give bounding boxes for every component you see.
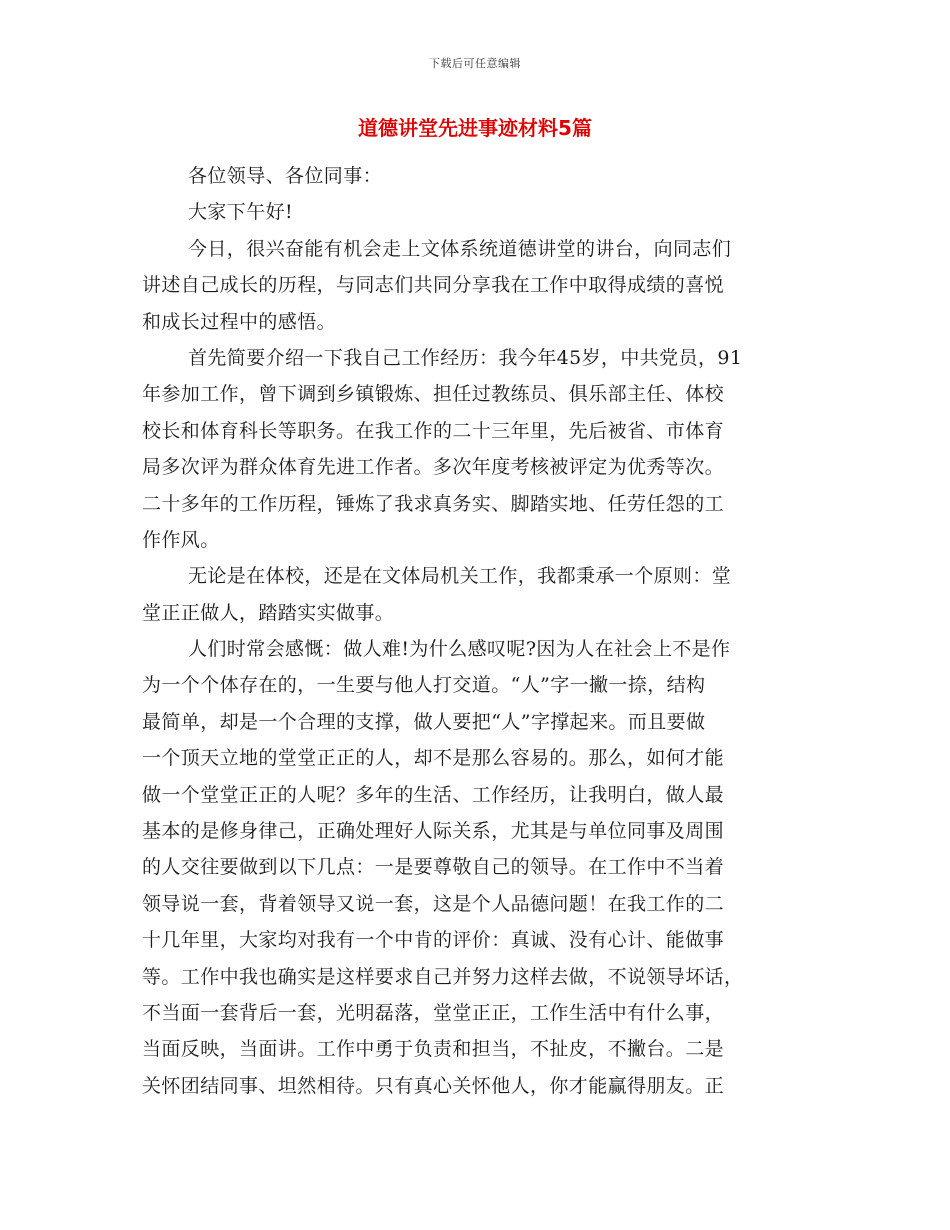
body-line: 讲述自己成长的历程，与同志们共同分享我在工作中取得成绩的喜悦 — [142, 274, 725, 297]
body-line: 作作风。 — [142, 528, 220, 551]
body-line: 等。工作中我也确实是这样要求自己并努力这样去做，不说领导坏话， — [142, 965, 744, 988]
body-line: 关怀团结同事、坦然相待。只有真心关怀他人，你才能赢得朋友。正 — [142, 1074, 725, 1097]
body-line: 各位领导、各位同事： — [188, 165, 383, 187]
body-line: 当面反映，当面讲。工作中勇于负责和担当，不扯皮，不撇台。二是 — [142, 1038, 725, 1061]
body-line: 人们时常会感慨：做人难!为什么感叹呢?因为人在社会上不是作 — [188, 638, 731, 661]
body-line: 和成长过程中的感悟。 — [142, 310, 337, 333]
body-line: 十几年里，大家均对我有一个中肯的评价：真诚、没有心计、能做事 — [142, 929, 725, 952]
body-line: 首先简要介绍一下我自己工作经历：我今年45岁，中共党员，91 — [188, 346, 743, 369]
body-line: 一个顶天立地的堂堂正正的人，却不是那么容易的。那么，如何才能 — [142, 747, 725, 770]
body-line: 领导说一套，背着领导又说一套，这是个人品德问题！在我工作的二 — [142, 892, 725, 915]
body-line: 今日，很兴奋能有机会走上文体系统道德讲堂的讲台，向同志们 — [188, 237, 732, 260]
document-body — [142, 158, 808, 1104]
body-line: 大家下午好! — [188, 201, 294, 224]
body-line: 不当面一套背后一套，光明磊落，堂堂正正，工作生活中有什么事， — [142, 1001, 725, 1024]
document-title: 道德讲堂先进事迹材料5篇 — [358, 116, 592, 140]
body-line: 校长和体育科长等职务。在我工作的二十三年里，先后被省、市体育 — [142, 419, 725, 442]
body-line: 最简单，却是一个合理的支撑，做人要把“人”字撑起来。而且要做 — [142, 710, 706, 733]
body-line: 局多次评为群众体育先进工作者。多次年度考核被评定为优秀等次。 — [142, 456, 725, 479]
body-line: 堂正正做人，踏踏实实做事。 — [142, 601, 395, 624]
header-note: 下载后可任意编辑 — [429, 57, 521, 70]
body-line: 基本的是修身律己，正确处理好人际关系，尤其是与单位同事及周围 — [142, 820, 725, 843]
body-line: 二十多年的工作历程，锤炼了我求真务实、脚踏实地、任劳任怨的工 — [142, 492, 725, 515]
body-line: 为一个个体存在的，一生要与他人打交道。“人”字一撇一捺，结构 — [142, 674, 706, 697]
body-line: 做一个堂堂正正的人呢？多年的生活、工作经历，让我明白，做人最 — [142, 783, 725, 806]
body-line: 无论是在体校，还是在文体局机关工作，我都秉承一个原则：堂 — [188, 565, 732, 588]
body-line: 的人交往要做到以下几点：一是要尊敬自己的领导。在工作中不当着 — [142, 856, 725, 879]
body-line: 年参加工作，曾下调到乡镇锻炼、担任过教练员、俱乐部主任、体校 — [142, 383, 725, 406]
